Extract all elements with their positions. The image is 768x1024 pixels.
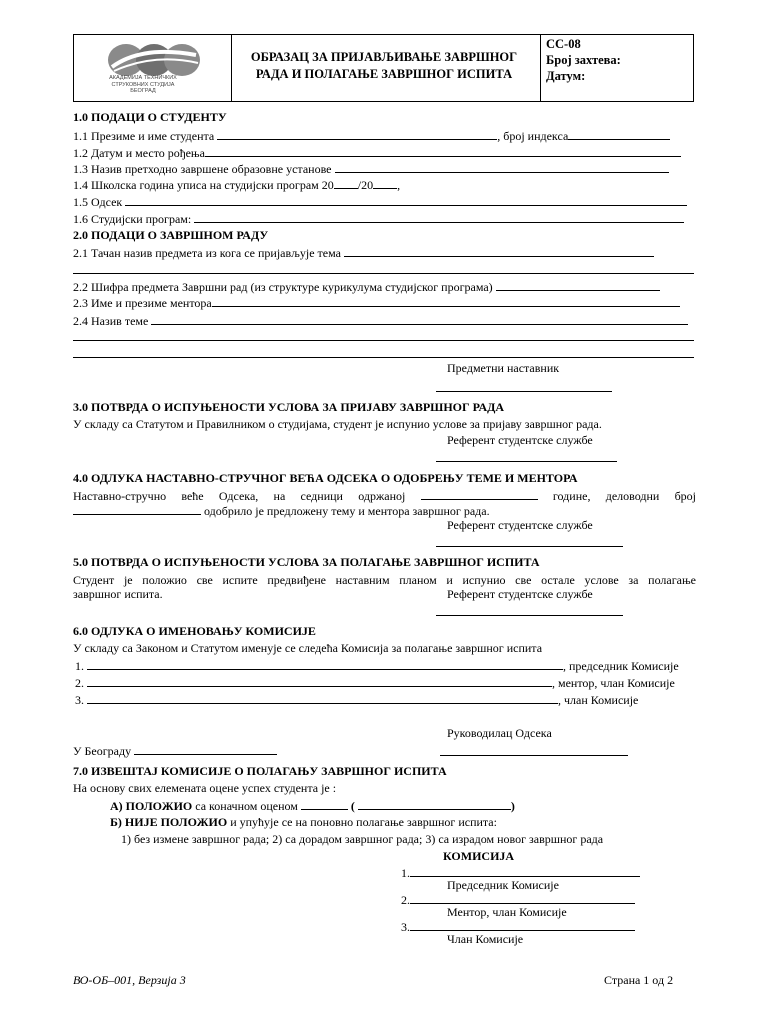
date-label: Датум: [546, 69, 586, 83]
birth-date-place-field[interactable] [205, 145, 681, 157]
document-version: ВО-ОБ–001, Верзија 3 [73, 973, 186, 987]
topic-row: 2.4 Назив теме [73, 313, 688, 329]
committee-sign-3-row: 3. [401, 919, 635, 935]
study-program-row: 1.6 Студијски програм: [73, 211, 684, 227]
student-office-signature-line-3[interactable] [436, 461, 617, 462]
committee-member-2-row: 2. , ментор, члан Комисије [75, 676, 675, 690]
section-3-text: У складу са Статутом и Правилником о студијама, студент је испунио услове за пријаву завршног рада. [73, 417, 602, 431]
header-divider [540, 35, 541, 101]
section-5-text-line-2: завршног испита. [73, 587, 163, 601]
study-program-field[interactable] [194, 211, 684, 223]
index-number-field[interactable] [568, 128, 670, 140]
section-6-intro: У складу са Законом и Статутом именује се следећа Комисија за полагање завршног испита [73, 641, 543, 655]
student-office-label-4: Референт студентске службе [447, 518, 593, 532]
subject-teacher-signature-line[interactable] [436, 391, 612, 392]
request-number-label: Број захтева: [546, 53, 621, 67]
section-5-text-line-1: Студент је положио све испите предвиђене наставним планом и испунио све остале услове за полагање [73, 573, 696, 587]
place-row: У Београду [73, 743, 277, 759]
section-2-title: 2.0 ПОДАЦИ О ЗАВРШНОМ РАДУ [73, 228, 269, 242]
place-date-field[interactable] [134, 743, 277, 755]
topic-field-line-2[interactable] [73, 340, 694, 341]
academy-logo-text: АКАДЕМИЈА ТЕХНИЧКИХ СТРУКОВНИХ СТУДИЈА БЕОГРАД [109, 75, 177, 94]
form-title: ОБРАЗАЦ ЗА ПРИЈАВЉИВАЊЕ ЗАВРШНОГ РАДА И ПОЛАГАЊЕ ЗАВРШНОГ ИСПИТА [250, 50, 518, 81]
committee-president-field[interactable] [87, 658, 563, 670]
student-name-row: 1.1 Презиме и име студента , број индекса [73, 128, 670, 144]
section-4-text-line-2: одобрило је предложену тему и ментора завршног рада. [73, 503, 490, 519]
mentor-field[interactable] [212, 295, 680, 307]
section-7-intro: На основу свих елемената оцене успех студента је : [73, 781, 337, 795]
department-head-signature-line[interactable] [440, 755, 628, 756]
section-7-title: 7.0 ИЗВЕШТАЈ КОМИСИЈЕ О ПОЛАГАЊУ ЗАВРШНОГ ИСПИТА [73, 764, 447, 778]
section-3-title: 3.0 ПОТВРДА О ИСПУЊЕНОСТИ УСЛОВА ЗА ПРИЈАВУ ЗАВРШНОГ РАДА [73, 400, 505, 414]
subject-row: 2.1 Тачан назив предмета из кога се пријављује тема [73, 245, 654, 261]
president-role-label: Председник Комисије [447, 878, 559, 892]
committee-mentor-field[interactable] [87, 675, 552, 687]
member-signature-line[interactable] [410, 919, 635, 931]
topic-field-line-3[interactable] [73, 357, 694, 358]
student-name-field[interactable] [217, 128, 497, 140]
retake-options: 1) без измене завршног рада; 2) са дорадом завршног рада; 3) са израдом новог завршног рада [121, 832, 604, 846]
enrollment-year-end-field[interactable] [373, 177, 397, 189]
final-grade-words-field[interactable] [358, 798, 511, 810]
department-head-label: Руководилац Одсека [447, 726, 552, 740]
enrollment-year-row: 1.4 Школска година уписа на студијски програм 20 /20 , [73, 178, 401, 192]
registry-number-field[interactable] [73, 503, 201, 515]
subject-field-continuation[interactable] [73, 273, 694, 274]
committee-heading: КОМИСИЈА [443, 849, 515, 863]
section-1-title: 1.0 ПОДАЦИ О СТУДЕНТУ [73, 110, 227, 124]
session-date-field[interactable] [421, 488, 538, 500]
header-meta [546, 36, 621, 84]
student-office-label-5: Референт студентске службе [447, 587, 593, 601]
subject-code-row: 2.2 Шифра предмета Завршни рад (из структуре курикулума студијског програма) [73, 279, 660, 295]
final-grade-number-field[interactable] [301, 798, 348, 810]
not-passed-row: Б) НИЈЕ ПОЛОЖИО и упућује се на поновно полагање завршног испита: [110, 815, 497, 829]
committee-sign-2-row: 2. [401, 892, 635, 908]
subject-field[interactable] [344, 245, 654, 257]
topic-field[interactable] [151, 313, 688, 325]
section-4-title: 4.0 ОДЛУКА НАСТАВНО-СТРУЧНОГ ВЕЋА ОДСЕКА О ОДОБРЕЊУ ТЕМЕ И МЕНТОРА [73, 471, 578, 485]
committee-member-field[interactable] [87, 692, 558, 704]
previous-school-row: 1.3 Назив претходно завршене образовне установе [73, 161, 669, 177]
birth-row: 1.2 Датум и место рођења [73, 145, 681, 161]
committee-member-1-row: 1. , председник Комисије [75, 659, 679, 673]
student-office-signature-line-4[interactable] [436, 546, 623, 547]
department-row: 1.5 Одсек [73, 194, 687, 210]
section-5-title: 5.0 ПОТВРДА О ИСПУЊЕНОСТИ УСЛОВА ЗА ПОЛАГАЊЕ ЗАВРШНОГ ИСПИТА [73, 555, 540, 569]
mentor-row: 2.3 Име и презиме ментора [73, 295, 680, 311]
subject-code-field[interactable] [496, 279, 660, 291]
enrollment-year-start-field[interactable] [334, 177, 358, 189]
form-header [73, 34, 694, 102]
passed-row: А) ПОЛОЖИО са коначном оценом ( ) [110, 799, 515, 813]
page-number: Страна 1 од 2 [604, 973, 674, 987]
previous-school-field[interactable] [335, 161, 669, 173]
committee-member-3-row: 3. , члан Комисије [75, 693, 639, 707]
section-4-text-line-1: Наставно-стручно веће Одсека, на седници одржаној године, деловодни број [73, 489, 697, 503]
president-signature-line[interactable] [410, 865, 640, 877]
student-office-signature-line-5[interactable] [436, 615, 623, 616]
section-6-title: 6.0 ОДЛУКА О ИМЕНОВАЊУ КОМИСИЈЕ [73, 624, 316, 638]
mentor-role-label: Ментор, члан Комисије [447, 905, 567, 919]
committee-sign-1-row: 1. [401, 865, 640, 881]
student-office-label-3: Референт студентске службе [447, 433, 593, 447]
form-code: СС-08 [546, 37, 581, 51]
member-role-label: Члан Комисије [447, 932, 524, 946]
mentor-signature-line[interactable] [410, 892, 635, 904]
department-field[interactable] [125, 194, 687, 206]
subject-teacher-label: Предметни наставник [447, 361, 560, 375]
